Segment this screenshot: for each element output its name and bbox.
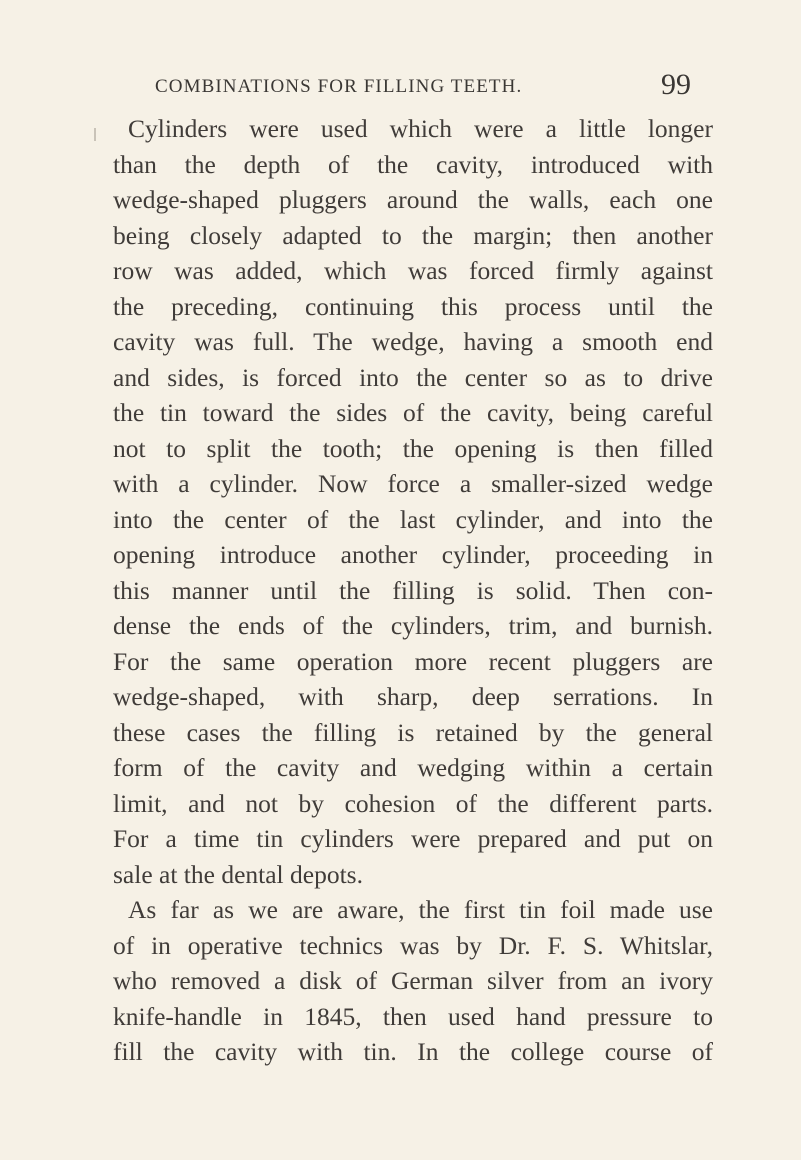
text-line: and sides, is forced into the center so as to drive xyxy=(113,362,713,392)
text-line: sale at the dental depots. xyxy=(113,859,363,889)
text-line: cavity was full. The wedge, having a smooth end xyxy=(113,327,713,356)
text-line: For a time tin cylinders were prepared and put on xyxy=(113,824,713,853)
text-line: wedge-shaped, with sharp, deep serrations. In xyxy=(113,682,713,711)
running-head: COMBINATIONS FOR FILLING TEETH. xyxy=(155,76,523,97)
text-line: form of the cavity and wedging within a certain xyxy=(113,753,713,782)
text-line: opening introduce another cylinder, proceeding in xyxy=(113,540,713,569)
text-line: fill the cavity with tin. In the college course of xyxy=(113,1037,713,1066)
text-line: the tin toward the sides of the cavity, being careful xyxy=(113,398,713,427)
text-line: of in operative technics was by Dr. F. S. Whitslar, xyxy=(113,930,713,960)
text-line: with a cylinder. Now force a smaller-sized wedge xyxy=(113,469,713,498)
text-line: knife-handle in 1845, then used hand pressure to xyxy=(113,1001,713,1031)
margin-mark xyxy=(94,128,96,141)
text-line: limit, and not by cohesion of the different parts. xyxy=(113,788,713,818)
text-line: the preceding, continuing this process until the xyxy=(113,291,713,321)
text-line: this manner until the filling is solid. Then con- xyxy=(113,575,713,605)
text-line: Cylinders were used which were a little longer xyxy=(128,114,713,143)
text-line: who removed a disk of German silver from an ivory xyxy=(113,966,713,995)
text-line: As far as we are aware, the first tin foil made use xyxy=(128,895,713,924)
text-line: these cases the filling is retained by the general xyxy=(113,717,713,747)
text-line: than the depth of the cavity, introduced with xyxy=(113,149,713,179)
text-line: For the same operation more recent pluggers are xyxy=(113,646,713,676)
text-line: wedge-shaped pluggers around the walls, each one xyxy=(113,185,713,214)
body-text xyxy=(113,111,713,1070)
text-line: not to split the tooth; the opening is then filled xyxy=(113,433,713,463)
page-number: 99 xyxy=(661,68,691,101)
text-line: into the center of the last cylinder, and into the xyxy=(113,504,713,534)
text-line: row was added, which was forced firmly against xyxy=(113,256,713,285)
text-line: dense the ends of the cylinders, trim, and burnish. xyxy=(113,611,713,640)
text-line: being closely adapted to the margin; then another xyxy=(113,220,713,250)
